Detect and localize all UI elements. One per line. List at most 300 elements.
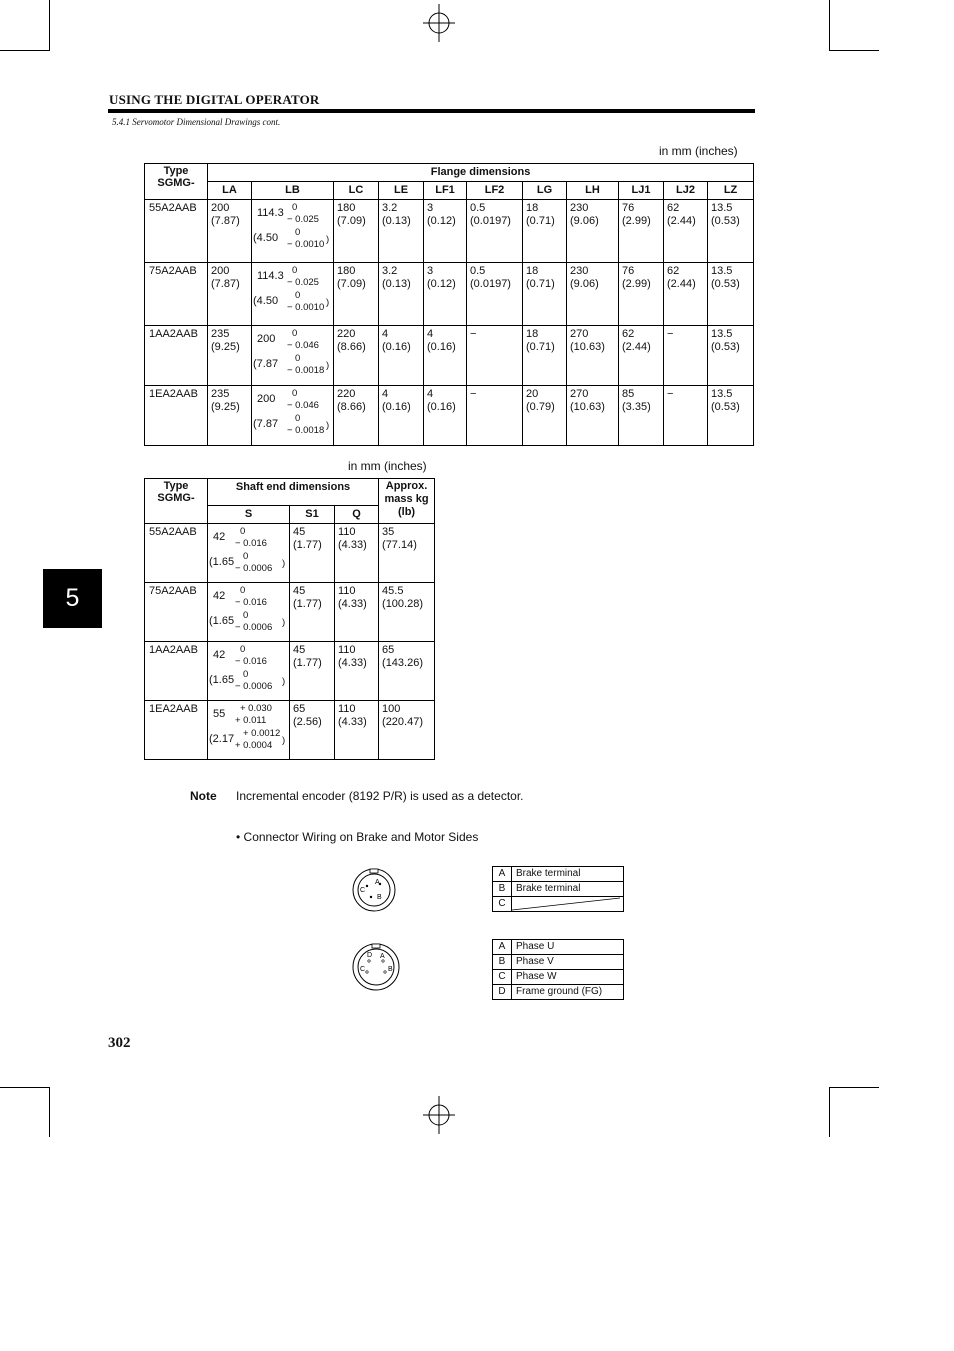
column-header-s: S (208, 506, 290, 524)
table-row (145, 386, 754, 446)
header-rule (108, 109, 755, 113)
tolerance-lower-mm: + 0.011 (235, 715, 267, 726)
tolerance-lower-inch: − 0.0006 (235, 563, 273, 574)
lj2-cell (664, 386, 708, 446)
terminal-value: Phase V (512, 955, 624, 970)
value-mm: 110 (338, 526, 356, 538)
value-inch: (0.16) (427, 401, 456, 413)
value-inch: (143.26) (382, 657, 424, 669)
tolerance-lower-inch: − 0.0006 (235, 622, 273, 633)
tolerance-block (208, 524, 289, 576)
tolerance-upper-mm: 0 (292, 328, 298, 339)
tolerance-lower-inch: − 0.0018 (287, 425, 325, 436)
tolerance-lower-mm: − 0.016 (235, 538, 267, 549)
value-mm: 4 (427, 328, 434, 340)
la-cell (208, 263, 252, 326)
s1-cell (290, 524, 335, 583)
terminal-key: B (493, 882, 512, 897)
shaft-end-table (144, 478, 435, 760)
bracket-close: ) (326, 297, 330, 308)
value-mm: 18 (526, 328, 539, 340)
connector-heading: • Connector Wiring on Brake and Motor Sides (236, 830, 479, 844)
lc-cell (334, 386, 379, 446)
mass-cell (379, 701, 435, 760)
nominal-inch: (4.50 (253, 232, 279, 244)
terminal-key: B (493, 955, 512, 970)
tolerance-upper-mm: 0 (240, 644, 246, 655)
tolerance-upper-mm: 0 (292, 265, 298, 276)
s1-cell (290, 642, 335, 701)
column-header-lb: LB (252, 182, 334, 200)
value-inch: (2.99) (622, 215, 651, 227)
value-inch: (0.71) (526, 278, 555, 290)
lj2-cell (664, 200, 708, 263)
type-cell: 1AA2AAB (145, 326, 208, 386)
bracket-close: ) (326, 420, 330, 431)
lf1-cell (424, 386, 467, 446)
value-mm: 180 (337, 202, 356, 214)
value-mm: 35 (382, 526, 395, 538)
value-mm: − (667, 388, 674, 400)
value-inch: (8.66) (337, 401, 366, 413)
nominal-mm: 42 (213, 649, 226, 661)
value-mm: 3.2 (382, 265, 398, 277)
type-cell: 75A2AAB (145, 583, 208, 642)
tolerance-upper-mm: 0 (240, 585, 246, 596)
lb-cell (252, 263, 334, 326)
page-number: 302 (108, 1035, 131, 1051)
value-mm: 230 (570, 202, 589, 214)
value-mm: 220 (337, 328, 356, 340)
value-mm: 76 (622, 202, 635, 214)
value-inch: (100.28) (382, 598, 424, 610)
lf2-cell (467, 200, 523, 263)
le-cell (379, 386, 424, 446)
shaft-unit-note: in mm (inches) (348, 459, 427, 473)
s-cell (208, 524, 290, 583)
pin-label: C (360, 887, 366, 894)
s-cell (208, 701, 290, 760)
tolerance-lower-mm: − 0.025 (287, 214, 319, 225)
value-inch: (8.66) (337, 341, 366, 353)
flange-unit-note: in mm (inches) (659, 144, 738, 158)
lg-cell (523, 326, 567, 386)
tolerance-upper-mm: 0 (240, 526, 246, 537)
table-row (145, 524, 435, 583)
lh-cell (567, 263, 619, 326)
value-inch: (0.16) (382, 401, 411, 413)
value-inch: (2.44) (667, 278, 696, 290)
tolerance-upper-inch: 0 (295, 353, 301, 364)
value-inch: (0.16) (382, 341, 411, 353)
column-header-q: Q (335, 506, 379, 524)
lj2-cell (664, 326, 708, 386)
value-mm: 200 (211, 265, 230, 277)
s1-cell (290, 583, 335, 642)
value-mm: − (470, 388, 477, 400)
tolerance-upper-mm: 0 (292, 388, 298, 399)
table-row (145, 583, 435, 642)
lc-cell (334, 326, 379, 386)
nominal-inch: (1.65 (209, 556, 235, 568)
value-mm: 4 (427, 388, 434, 400)
lj2-cell (664, 263, 708, 326)
s1-cell (290, 701, 335, 760)
lb-cell (252, 386, 334, 446)
value-mm: 45 (293, 585, 306, 597)
value-mm: 76 (622, 265, 635, 277)
la-cell (208, 200, 252, 263)
value-mm: 200 (211, 202, 230, 214)
le-cell (379, 200, 424, 263)
value-mm: 62 (622, 328, 635, 340)
value-inch: (2.44) (667, 215, 696, 227)
terminal-key: C (493, 897, 512, 912)
lf2-cell (467, 386, 523, 446)
lj1-cell (619, 386, 664, 446)
value-inch: (3.35) (622, 401, 651, 413)
column-header-lg: LG (523, 182, 567, 200)
note-label: Note (190, 789, 217, 803)
terminal-row (493, 955, 624, 970)
lc-cell (334, 200, 379, 263)
type-cell: 1EA2AAB (145, 701, 208, 760)
value-inch: (0.12) (427, 215, 456, 227)
bracket-close: ) (282, 676, 286, 687)
value-mm: 4 (382, 388, 389, 400)
s-cell (208, 583, 290, 642)
value-mm: 3 (427, 202, 434, 214)
value-mm: 3 (427, 265, 434, 277)
value-inch: (7.09) (337, 278, 366, 290)
value-inch: (10.63) (570, 341, 605, 353)
type-header: Type SGMG- (145, 479, 208, 524)
value-mm: 18 (526, 265, 539, 277)
column-header-lj1: LJ1 (619, 182, 664, 200)
value-inch: (2.44) (622, 341, 651, 353)
pin-label: B (377, 894, 382, 901)
value-mm: 13.5 (711, 388, 733, 400)
nominal-mm: 42 (213, 590, 226, 602)
value-inch: (7.09) (337, 215, 366, 227)
value-mm: 0.5 (470, 265, 486, 277)
tolerance-block (252, 200, 333, 252)
tolerance-upper-inch: 0 (295, 413, 301, 424)
lz-cell (708, 200, 754, 263)
column-header-lf1: LF1 (424, 182, 467, 200)
bracket-close: ) (326, 360, 330, 371)
tolerance-upper-inch: + 0.0012 (243, 728, 281, 739)
terminal-value: Frame ground (FG) (512, 985, 624, 1000)
tolerance-block (208, 583, 289, 635)
type-header: Type SGMG- (145, 164, 208, 200)
tolerance-block (208, 701, 289, 753)
nominal-inch: (4.50 (253, 295, 279, 307)
tolerance-upper-inch: 0 (243, 551, 249, 562)
tolerance-block (252, 386, 333, 438)
value-inch: (0.0197) (470, 215, 511, 227)
terminal-value: Phase W (512, 970, 624, 985)
bracket-close: ) (282, 617, 286, 628)
nominal-mm: 42 (213, 531, 226, 543)
value-mm: 0.5 (470, 202, 486, 214)
value-inch: (0.53) (711, 215, 740, 227)
brake-terminal-c-slash (510, 896, 622, 912)
le-cell (379, 263, 424, 326)
value-inch: (0.13) (382, 278, 411, 290)
terminal-row (493, 985, 624, 1000)
terminal-row (493, 970, 624, 985)
tolerance-upper-mm: 0 (292, 202, 298, 213)
terminal-row (493, 867, 624, 882)
lj1-cell (619, 263, 664, 326)
lz-cell (708, 326, 754, 386)
value-inch: (9.25) (211, 341, 240, 353)
tolerance-lower-mm: − 0.016 (235, 597, 267, 608)
tolerance-upper-inch: 0 (295, 227, 301, 238)
value-inch: (0.53) (711, 341, 740, 353)
value-inch: (0.71) (526, 341, 555, 353)
value-mm: 180 (337, 265, 356, 277)
value-inch: (0.79) (526, 401, 555, 413)
subsection-title: 5.4.1 Servomotor Dimensional Drawings cont. (112, 117, 281, 127)
column-header-s1: S1 (290, 506, 335, 524)
flange-group-header: Flange dimensions (208, 164, 754, 182)
lz-cell (708, 263, 754, 326)
value-mm: 3.2 (382, 202, 398, 214)
value-mm: 220 (337, 388, 356, 400)
shaft-group-header: Shaft end dimensions (208, 479, 379, 506)
type-cell: 75A2AAB (145, 263, 208, 326)
value-inch: (4.33) (338, 657, 367, 669)
lh-cell (567, 326, 619, 386)
terminal-row (493, 940, 624, 955)
value-inch: (0.13) (382, 215, 411, 227)
lz-cell (708, 386, 754, 446)
column-header-lj2: LJ2 (664, 182, 708, 200)
tolerance-lower-mm: − 0.016 (235, 656, 267, 667)
la-cell (208, 326, 252, 386)
terminal-value: Phase U (512, 940, 624, 955)
tolerance-upper-mm: + 0.030 (240, 703, 272, 714)
type-cell: 55A2AAB (145, 524, 208, 583)
q-cell (335, 524, 379, 583)
table-row (145, 701, 435, 760)
pin-label: A (375, 879, 380, 886)
value-mm: 270 (570, 328, 589, 340)
column-header-lh: LH (567, 182, 619, 200)
type-cell: 1AA2AAB (145, 642, 208, 701)
type-cell: 1EA2AAB (145, 386, 208, 446)
mass-cell (379, 642, 435, 701)
nominal-inch: (2.17 (209, 733, 235, 745)
column-header-lc: LC (334, 182, 379, 200)
value-inch: (0.53) (711, 278, 740, 290)
q-cell (335, 701, 379, 760)
value-mm: 45 (293, 526, 306, 538)
value-mm: 13.5 (711, 202, 733, 214)
value-mm: 20 (526, 388, 539, 400)
terminal-key: A (493, 867, 512, 882)
value-inch: (0.0197) (470, 278, 511, 290)
value-inch: (9.25) (211, 401, 240, 413)
value-inch: (0.53) (711, 401, 740, 413)
q-cell (335, 642, 379, 701)
value-mm: 110 (338, 703, 356, 715)
nominal-mm: 114.3 (257, 270, 284, 282)
motor-terminal-table (492, 939, 624, 1000)
lj1-cell (619, 326, 664, 386)
value-mm: 13.5 (711, 328, 733, 340)
lf1-cell (424, 263, 467, 326)
tolerance-lower-mm: − 0.025 (287, 277, 319, 288)
column-header-lz: LZ (708, 182, 754, 200)
column-header-lf2: LF2 (467, 182, 523, 200)
table-row (145, 642, 435, 701)
tolerance-lower-inch: − 0.0010 (287, 302, 325, 313)
terminal-row (493, 882, 624, 897)
lb-cell (252, 326, 334, 386)
lb-cell (252, 200, 334, 263)
tolerance-upper-inch: 0 (243, 610, 249, 621)
tolerance-block (208, 642, 289, 694)
nominal-mm: 200 (257, 393, 276, 405)
value-inch: (0.16) (427, 341, 456, 353)
registration-mark-bottom (420, 1096, 460, 1136)
table-row (145, 200, 754, 263)
note-text: Incremental encoder (8192 P/R) is used as a detector. (236, 789, 524, 803)
lg-cell (523, 386, 567, 446)
value-inch: (10.63) (570, 401, 605, 413)
s-cell (208, 642, 290, 701)
tolerance-lower-inch: + 0.0004 (235, 740, 273, 751)
terminal-key: D (493, 985, 512, 1000)
value-inch: (4.33) (338, 539, 367, 551)
lf1-cell (424, 200, 467, 263)
nominal-mm: 200 (257, 333, 276, 345)
bracket-close: ) (326, 234, 330, 245)
mass-cell (379, 583, 435, 642)
column-header-le: LE (379, 182, 424, 200)
nominal-mm: 114.3 (257, 207, 284, 219)
value-inch: (0.12) (427, 278, 456, 290)
nominal-inch: (1.65 (209, 674, 235, 686)
section-title: USING THE DIGITAL OPERATOR (109, 92, 320, 107)
mass-cell (379, 524, 435, 583)
bracket-close: ) (282, 558, 286, 569)
lf2-cell (467, 263, 523, 326)
table-row (145, 263, 754, 326)
value-mm: 85 (622, 388, 635, 400)
value-inch: (220.47) (382, 716, 424, 728)
bracket-close: ) (282, 735, 286, 746)
mass-header: Approx. mass kg (lb) (379, 479, 435, 524)
column-header-la: LA (208, 182, 252, 200)
tolerance-upper-inch: 0 (295, 290, 301, 301)
la-cell (208, 386, 252, 446)
value-mm: 65 (293, 703, 306, 715)
terminal-value: Brake terminal (512, 882, 624, 897)
value-mm: 230 (570, 265, 589, 277)
tolerance-lower-inch: − 0.0006 (235, 681, 273, 692)
value-mm: 100 (382, 703, 401, 715)
brake-connector-diagram (350, 867, 398, 913)
lg-cell (523, 263, 567, 326)
value-inch: (1.77) (293, 657, 322, 669)
type-cell: 55A2AAB (145, 200, 208, 263)
pin-label: C (360, 966, 366, 973)
registration-mark-top (420, 4, 460, 44)
tolerance-lower-mm: − 0.046 (287, 400, 319, 411)
value-mm: 45 (293, 644, 306, 656)
tolerance-lower-mm: − 0.046 (287, 340, 319, 351)
nominal-inch: (1.65 (209, 615, 235, 627)
value-mm: 62 (667, 202, 680, 214)
nominal-inch: (7.87 (253, 358, 279, 370)
chapter-tab: 5 (43, 569, 102, 628)
tolerance-lower-inch: − 0.0018 (287, 365, 325, 376)
lh-cell (567, 386, 619, 446)
value-mm: 45.5 (382, 585, 404, 597)
value-inch: (0.71) (526, 215, 555, 227)
nominal-mm: 55 (213, 708, 226, 720)
value-mm: 65 (382, 644, 395, 656)
value-inch: (1.77) (293, 539, 322, 551)
value-mm: 62 (667, 265, 680, 277)
pin-label: B (388, 966, 393, 973)
lc-cell (334, 263, 379, 326)
lf1-cell (424, 326, 467, 386)
value-mm: − (470, 328, 477, 340)
value-inch: (2.99) (622, 278, 651, 290)
value-inch: (7.87) (211, 215, 240, 227)
q-cell (335, 583, 379, 642)
tolerance-block (252, 326, 333, 378)
pin-label: A (380, 953, 385, 960)
value-mm: − (667, 328, 674, 340)
value-inch: (9.06) (570, 278, 599, 290)
lh-cell (567, 200, 619, 263)
tolerance-lower-inch: − 0.0010 (287, 239, 325, 250)
value-mm: 110 (338, 644, 356, 656)
lj1-cell (619, 200, 664, 263)
value-mm: 4 (382, 328, 389, 340)
value-mm: 235 (211, 388, 230, 400)
motor-connector-diagram (351, 942, 401, 992)
value-inch: (9.06) (570, 215, 599, 227)
value-inch: (77.14) (382, 539, 417, 551)
flange-dimensions-table (144, 163, 754, 446)
value-inch: (4.33) (338, 598, 367, 610)
lf2-cell (467, 326, 523, 386)
value-mm: 235 (211, 328, 230, 340)
value-mm: 110 (338, 585, 356, 597)
nominal-inch: (7.87 (253, 418, 279, 430)
table-row (145, 326, 754, 386)
value-mm: 270 (570, 388, 589, 400)
pin-label: D (367, 952, 373, 959)
value-inch: (2.56) (293, 716, 322, 728)
value-mm: 18 (526, 202, 539, 214)
terminal-value: Brake terminal (512, 867, 624, 882)
tolerance-block (252, 263, 333, 315)
tolerance-upper-inch: 0 (243, 669, 249, 680)
value-mm: 13.5 (711, 265, 733, 277)
le-cell (379, 326, 424, 386)
terminal-key: C (493, 970, 512, 985)
value-inch: (7.87) (211, 278, 240, 290)
value-inch: (4.33) (338, 716, 367, 728)
